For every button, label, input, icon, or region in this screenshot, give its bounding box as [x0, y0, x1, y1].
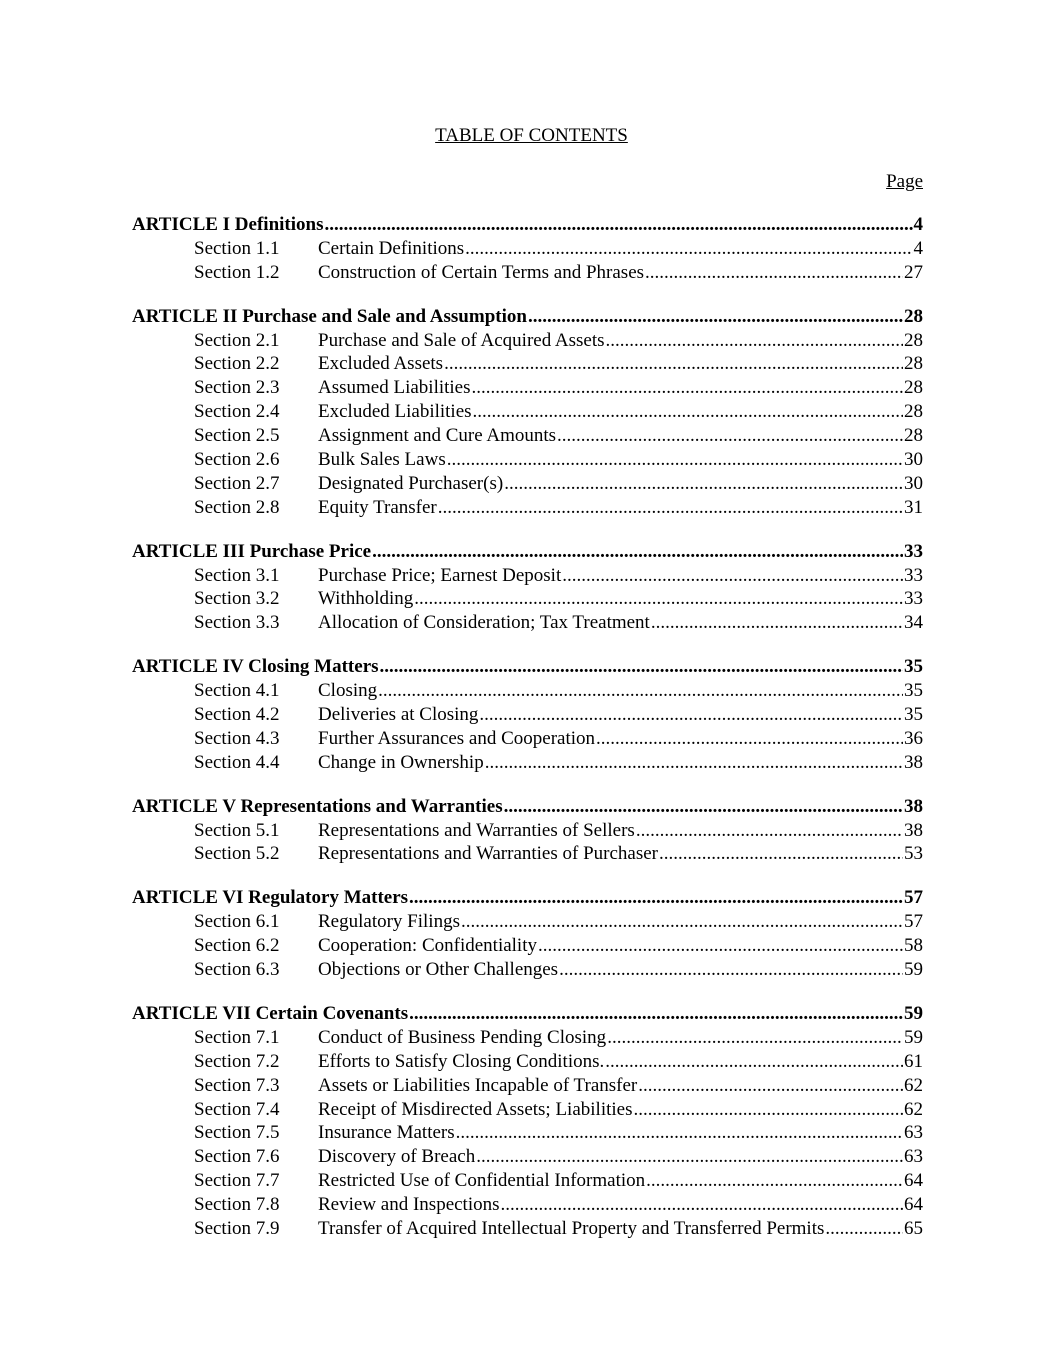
section-title: Withholding	[318, 588, 414, 610]
section-title: Restricted Use of Confidential Information	[318, 1170, 646, 1192]
article-block	[132, 655, 923, 774]
article-block	[132, 886, 923, 982]
dot-leader	[636, 819, 903, 843]
article-heading: ARTICLE VI Regulatory Matters	[132, 887, 409, 909]
section-number: Section 2.1	[194, 329, 280, 351]
section-number: Section 2.7	[194, 472, 280, 494]
article-heading: ARTICLE I Definitions	[132, 214, 324, 235]
article-entry[interactable]	[132, 540, 923, 564]
article-heading: ARTICLE III Purchase Price	[132, 540, 372, 562]
dot-leader	[447, 448, 903, 472]
section-page-number: 28	[904, 425, 923, 447]
section-title: Representations and Warranties of Purchaser	[318, 843, 659, 865]
article-page-number: 35	[904, 656, 923, 678]
section-title: Insurance Matters	[318, 1122, 455, 1144]
dot-leader	[596, 727, 903, 751]
section-number: Section 3.2	[194, 588, 280, 610]
section-entry[interactable]	[132, 611, 923, 635]
dot-leader	[414, 587, 903, 611]
section-title: Change in Ownership	[318, 751, 484, 773]
section-page-number: 64	[904, 1194, 923, 1216]
section-page-number: 58	[904, 935, 923, 957]
article-block	[132, 795, 923, 867]
section-page-number: 27	[904, 261, 923, 283]
dot-leader	[476, 1145, 903, 1169]
section-entry[interactable]	[132, 1050, 923, 1074]
dot-leader	[372, 540, 903, 564]
article-page-number: 33	[904, 540, 923, 562]
section-title: Closing	[318, 680, 378, 702]
section-page-number: 36	[904, 727, 923, 749]
dot-leader	[634, 1098, 904, 1122]
section-entry[interactable]	[132, 400, 923, 424]
section-entry[interactable]	[132, 1145, 923, 1169]
section-title: Regulatory Filings	[318, 911, 460, 933]
article-page-number: 59	[904, 1002, 923, 1024]
dot-leader	[479, 703, 903, 727]
dot-leader	[438, 496, 903, 520]
section-page-number: 35	[904, 680, 923, 702]
section-title: Assets or Liabilities Incapable of Transfer	[318, 1074, 638, 1096]
section-page-number: 4	[913, 237, 923, 259]
section-number: Section 2.5	[194, 425, 280, 447]
section-page-number: 28	[904, 329, 923, 351]
dot-leader	[461, 910, 903, 934]
dot-leader	[528, 305, 903, 329]
section-title: Objections or Other Challenges	[318, 959, 559, 981]
section-number: Section 2.2	[194, 353, 280, 375]
section-entry[interactable]	[132, 819, 923, 843]
section-page-number: 62	[904, 1074, 923, 1096]
section-page-number: 28	[904, 353, 923, 375]
dot-leader	[504, 795, 903, 819]
section-entry[interactable]	[132, 1121, 923, 1145]
article-block	[132, 540, 923, 636]
section-number: Section 2.6	[194, 449, 280, 471]
section-entry[interactable]	[132, 424, 923, 448]
dot-leader	[485, 751, 903, 775]
section-number: Section 7.6	[194, 1146, 280, 1168]
section-entry[interactable]	[132, 1074, 923, 1098]
section-page-number: 35	[904, 704, 923, 726]
section-entry[interactable]	[132, 679, 923, 703]
article-entry[interactable]	[132, 886, 923, 910]
dot-leader	[473, 400, 903, 424]
section-number: Section 7.3	[194, 1074, 280, 1096]
section-title: Conduct of Business Pending Closing	[318, 1026, 607, 1048]
section-number: Section 2.3	[194, 377, 280, 399]
section-number: Section 3.1	[194, 564, 280, 586]
section-number: Section 6.2	[194, 935, 280, 957]
dot-leader	[638, 1074, 903, 1098]
section-title: Equity Transfer	[318, 496, 437, 518]
section-page-number: 59	[904, 1026, 923, 1048]
section-title: Excluded Assets	[318, 353, 444, 375]
dot-leader	[409, 886, 903, 910]
section-page-number: 28	[904, 377, 923, 399]
section-page-number: 34	[904, 612, 923, 634]
section-page-number: 28	[904, 401, 923, 423]
dot-leader	[645, 261, 903, 285]
section-entry[interactable]	[132, 842, 923, 866]
section-title: Purchase Price; Earnest Deposit	[318, 564, 562, 586]
section-title: Transfer of Acquired Intellectual Property and Transferred Permits	[318, 1217, 825, 1239]
section-page-number: 38	[904, 819, 923, 841]
section-number: Section 1.1	[194, 237, 280, 259]
dot-leader	[651, 611, 903, 635]
section-entry[interactable]	[132, 751, 923, 775]
article-block	[132, 305, 923, 520]
section-entry[interactable]	[132, 1193, 923, 1217]
section-page-number: 64	[904, 1170, 923, 1192]
dot-leader	[825, 1217, 903, 1241]
section-title: Discovery of Breach	[318, 1146, 476, 1168]
section-page-number: 30	[904, 472, 923, 494]
dot-leader	[472, 376, 903, 400]
section-entry[interactable]	[132, 237, 923, 261]
dot-leader	[562, 564, 903, 588]
section-page-number: 57	[904, 911, 923, 933]
section-entry[interactable]	[132, 472, 923, 496]
dot-leader	[538, 934, 903, 958]
section-title: Construction of Certain Terms and Phrases	[318, 261, 645, 283]
section-number: Section 3.3	[194, 612, 280, 634]
section-number: Section 4.2	[194, 704, 280, 726]
section-title: Bulk Sales Laws	[318, 449, 446, 471]
section-number: Section 7.4	[194, 1098, 280, 1120]
section-title: Certain Definitions	[318, 237, 465, 259]
article-page-number: 28	[904, 305, 923, 327]
section-entry[interactable]	[132, 376, 923, 400]
article-page-number: 4	[913, 214, 923, 235]
dot-leader	[606, 329, 903, 353]
section-title: Receipt of Misdirected Assets; Liabilities	[318, 1098, 633, 1120]
section-page-number: 38	[904, 751, 923, 773]
dot-leader	[456, 1121, 903, 1145]
toc-list	[132, 213, 923, 1261]
section-title: Purchase and Sale of Acquired Assets	[318, 329, 605, 351]
section-number: Section 7.2	[194, 1050, 280, 1072]
section-title: Review and Inspections	[318, 1194, 500, 1216]
article-block	[132, 213, 923, 285]
section-number: Section 6.3	[194, 959, 280, 981]
section-title: Further Assurances and Cooperation	[318, 727, 596, 749]
section-entry[interactable]	[132, 329, 923, 353]
dot-leader	[465, 237, 912, 261]
section-entry[interactable]	[132, 958, 923, 982]
dot-leader	[504, 472, 903, 496]
section-page-number: 30	[904, 449, 923, 471]
dot-leader	[324, 213, 912, 237]
article-block	[132, 1002, 923, 1241]
section-entry[interactable]	[132, 1026, 923, 1050]
dot-leader	[646, 1169, 903, 1193]
dot-leader	[559, 958, 903, 982]
section-title: Assignment and Cure Amounts	[318, 425, 557, 447]
article-heading: ARTICLE II Purchase and Sale and Assumption	[132, 305, 527, 327]
section-page-number: 61	[904, 1050, 923, 1072]
section-number: Section 6.1	[194, 911, 280, 933]
section-number: Section 4.3	[194, 727, 280, 749]
section-entry[interactable]	[132, 496, 923, 520]
section-number: Section 5.1	[194, 819, 280, 841]
section-page-number: 33	[904, 564, 923, 586]
section-title: Assumed Liabilities	[318, 377, 471, 399]
dot-leader	[607, 1026, 903, 1050]
section-number: Section 2.8	[194, 496, 280, 518]
section-page-number: 53	[904, 843, 923, 865]
section-entry[interactable]	[132, 910, 923, 934]
section-number: Section 2.4	[194, 401, 280, 423]
section-title: Designated Purchaser(s)	[318, 472, 504, 494]
article-heading: ARTICLE VII Certain Covenants	[132, 1002, 409, 1024]
article-page-number: 57	[904, 887, 923, 909]
section-entry[interactable]	[132, 1169, 923, 1193]
page-column-header: Page	[886, 171, 923, 192]
section-title: Allocation of Consideration; Tax Treatment	[318, 612, 650, 634]
toc-title: TABLE OF CONTENTS	[435, 125, 628, 146]
article-entry[interactable]	[132, 305, 923, 329]
dot-leader	[659, 842, 903, 866]
section-page-number: 33	[904, 588, 923, 610]
article-heading: ARTICLE V Representations and Warranties	[132, 795, 503, 817]
dot-leader	[444, 352, 903, 376]
dot-leader	[501, 1193, 903, 1217]
section-number: Section 7.7	[194, 1170, 280, 1192]
section-number: Section 4.1	[194, 680, 280, 702]
section-entry[interactable]	[132, 448, 923, 472]
section-title: Excluded Liabilities	[318, 401, 472, 423]
section-number: Section 4.4	[194, 751, 280, 773]
section-entry[interactable]	[132, 934, 923, 958]
section-number: Section 5.2	[194, 843, 280, 865]
section-number: Section 7.8	[194, 1194, 280, 1216]
article-entry[interactable]	[132, 795, 923, 819]
section-title: Representations and Warranties of Sellers	[318, 819, 635, 841]
dot-leader	[380, 655, 903, 679]
section-title: Deliveries at Closing	[318, 704, 479, 726]
section-number: Section 7.9	[194, 1217, 280, 1239]
section-entry[interactable]	[132, 727, 923, 751]
section-page-number: 65	[904, 1217, 923, 1239]
section-page-number: 63	[904, 1146, 923, 1168]
section-entry[interactable]	[132, 1217, 923, 1241]
section-page-number: 59	[904, 959, 923, 981]
dot-leader	[557, 424, 903, 448]
article-page-number: 38	[904, 795, 923, 817]
section-entry[interactable]	[132, 1098, 923, 1122]
section-page-number: 63	[904, 1122, 923, 1144]
section-page-number: 31	[904, 496, 923, 518]
dot-leader	[409, 1002, 903, 1026]
section-title: Efforts to Satisfy Closing Conditions.	[318, 1050, 605, 1072]
article-heading: ARTICLE IV Closing Matters	[132, 656, 379, 678]
section-entry[interactable]	[132, 564, 923, 588]
article-entry[interactable]	[132, 213, 923, 237]
section-entry[interactable]	[132, 587, 923, 611]
section-title: Cooperation: Confidentiality	[318, 935, 537, 957]
section-number: Section 7.5	[194, 1122, 280, 1144]
section-entry[interactable]	[132, 352, 923, 376]
section-number: Section 7.1	[194, 1026, 280, 1048]
section-number: Section 1.2	[194, 261, 280, 283]
article-entry[interactable]	[132, 655, 923, 679]
section-entry[interactable]	[132, 703, 923, 727]
section-entry[interactable]	[132, 261, 923, 285]
dot-leader	[605, 1050, 903, 1074]
dot-leader	[378, 679, 903, 703]
section-page-number: 62	[904, 1098, 923, 1120]
article-entry[interactable]	[132, 1002, 923, 1026]
